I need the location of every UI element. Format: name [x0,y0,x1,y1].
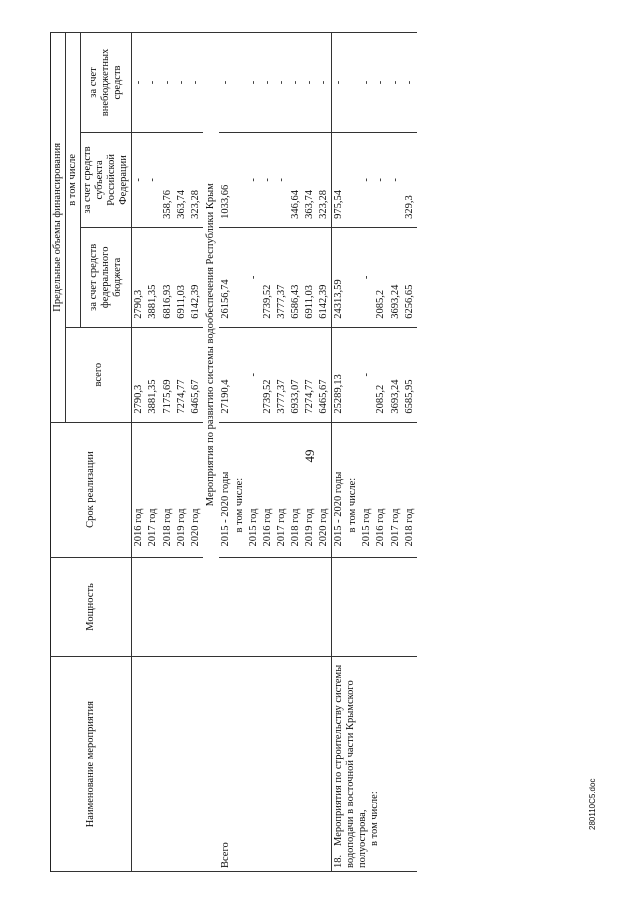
header-period: Срок реализации [51,422,132,557]
cell-total: 7274,77 [303,327,317,422]
cell-subject: 323,28 [189,132,203,227]
cell-period: 2016 год [374,422,388,557]
table-row [247,33,261,872]
cell-period: в том числе: [346,422,360,557]
item-number: 18. [333,854,345,868]
cell-extra: - [332,33,347,133]
cell-subject: 358,76 [161,132,175,227]
table-row [261,33,275,872]
cell-extra: - [219,33,233,133]
cell-extra: - [403,33,417,133]
section-row [203,33,219,872]
cell-federal: - [360,227,374,327]
file-footer: 280110C5.doc [588,778,597,830]
cell-extra: - [303,33,317,133]
cell-federal: - [247,227,261,327]
cell-subject: - [389,132,403,227]
cell-subject: - [247,132,261,227]
cell-federal: 6816,93 [161,227,175,327]
cell-extra: - [389,33,403,133]
cell-extra: - [374,33,388,133]
cell-federal: 24313,59 [332,227,347,327]
cell-subject: - [275,132,289,227]
cell-extra: - [360,33,374,133]
cell-subject: - [146,132,160,227]
cell-period: 2019 год [303,422,317,557]
cell-extra: - [132,33,147,133]
table-row [175,33,189,872]
cell-period: 2020 год [189,422,203,557]
header-capacity: Мощность [51,557,132,657]
cell-extra: - [275,33,289,133]
cell-federal: 6256,65 [403,227,417,327]
cell-federal: 3693,24 [389,227,403,327]
cell-period: 2015 год [247,422,261,557]
cell-federal: 2085,2 [374,227,388,327]
cell-federal: 3881,35 [146,227,160,327]
cell-subject: 323,28 [317,132,332,227]
cell-extra: - [189,33,203,133]
header-subject: за счет средств субъекта Российской Федерации [81,132,132,227]
cell-total: 3777,37 [275,327,289,422]
cell-total: 7175,69 [161,327,175,422]
header-including: в том числе [66,33,81,328]
cell-total: 2790,3 [132,327,147,422]
cell-extra: - [161,33,175,133]
cell-subject: 363,74 [303,132,317,227]
cell-total: - [247,327,261,422]
cell-total: 27190,4 [219,327,233,422]
cell-federal: 2739,52 [261,227,275,327]
header-financing: Предельные объемы финансирования [51,33,66,423]
item-18-name-cell [332,657,417,872]
cell-subject: 363,74 [175,132,189,227]
table-row [189,33,203,872]
cell-period: 2016 год [261,422,275,557]
cell-total: 7274,77 [175,327,189,422]
table-row [219,33,233,872]
cell-period: 2015 год [360,422,374,557]
cell-period: 2018 год [403,422,417,557]
cell-period: 2017 год [275,422,289,557]
table-row [289,33,303,872]
cell-federal: 26156,74 [219,227,233,327]
cell-total: 6933,07 [289,327,303,422]
cell-period: 2019 год [175,422,189,557]
section-title: Мероприятия по развитию системы водообеспечения Республики Крым [203,33,219,657]
page-number: 49 [302,449,317,463]
cell-period: 2015 - 2020 годы [219,422,233,557]
cell-period: 2017 год [146,422,160,557]
cell-subject: - [132,132,147,227]
cell-federal: 6142,39 [317,227,332,327]
cell-total: 2085,2 [374,327,388,422]
item-name-including: в том числе: [369,791,381,846]
cell-total: 6465,67 [317,327,332,422]
table-row [332,33,347,872]
cell-total: 25289,13 [332,327,347,422]
table-row [275,33,289,872]
table-row [303,33,317,872]
header-name: Наименование мероприятия [51,657,132,872]
cell-extra: - [146,33,160,133]
cell-subject: - [360,132,374,227]
table-row [161,33,175,872]
header-total: всего [66,327,132,422]
item-name: Мероприятия по строительству системы водоподачи в восточной части Крымского полуострова, [333,664,369,868]
cell-total: 2739,52 [261,327,275,422]
financing-table [50,32,417,872]
rotated-table-container [50,32,610,872]
table-row [132,33,147,872]
cell-total: 3693,24 [389,327,403,422]
cell-extra: - [175,33,189,133]
total-label: Всего [219,657,233,872]
cell-extra: - [289,33,303,133]
table-row [317,33,332,872]
cell-federal: 2790,3 [132,227,147,327]
cell-total: - [360,327,374,422]
cell-subject: - [261,132,275,227]
cell-total: 3881,35 [146,327,160,422]
cell-total: 6465,67 [189,327,203,422]
cell-period: 2015 - 2020 годы [332,422,347,557]
cell-period: 2017 год [389,422,403,557]
cell-extra: - [261,33,275,133]
cell-period: 2018 год [161,422,175,557]
cell-period: 2020 год [317,422,332,557]
table-row [146,33,160,872]
cell-federal: 6142,39 [189,227,203,327]
cell-period: 2016 год [132,422,147,557]
header-extra: за счет внебюджетных средств [81,33,132,133]
cell-federal: 6911,03 [303,227,317,327]
cell-federal: 6911,03 [175,227,189,327]
table-row [233,33,247,872]
cell-federal: 3777,37 [275,227,289,327]
cell-subject: 329,3 [403,132,417,227]
cell-subject: 346,64 [289,132,303,227]
cell-subject: - [374,132,388,227]
header-federal: за счет средств федерального бюджета [81,227,132,327]
cell-period: 2018 год [289,422,303,557]
cell-subject: 1033,66 [219,132,233,227]
cell-federal: 6586,43 [289,227,303,327]
cell-extra: - [317,33,332,133]
cell-period: в том числе: [233,422,247,557]
table-body [132,33,417,872]
cell-extra: - [247,33,261,133]
cell-total: 6585,95 [403,327,417,422]
cell-subject: 975,54 [332,132,347,227]
